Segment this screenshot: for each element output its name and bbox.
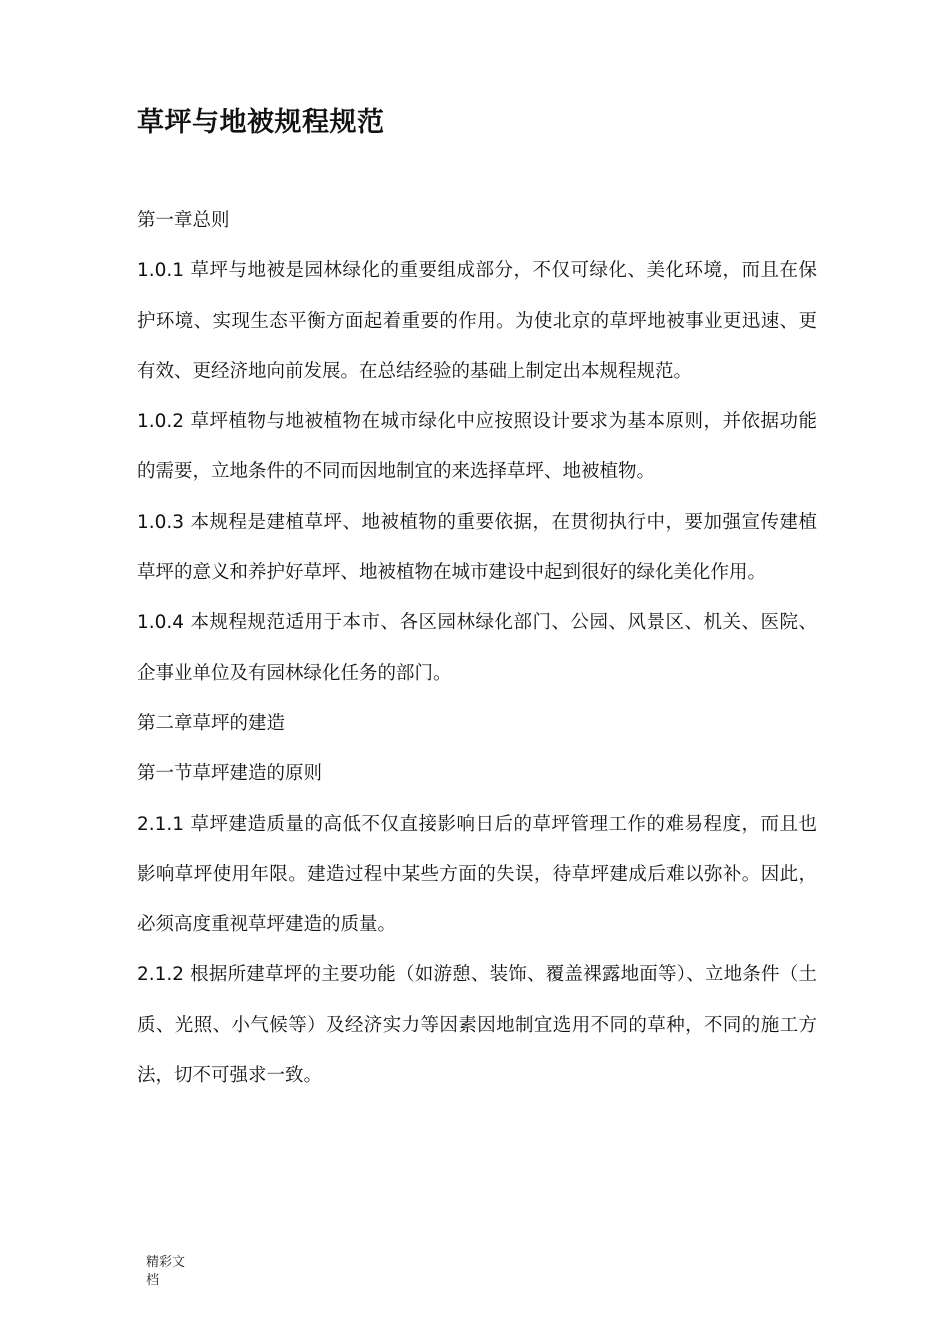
document-body (137, 196, 817, 1101)
section-heading-1: 第一节草坪建造的原则 (137, 763, 323, 785)
paragraph-2-1-2: 2.1.2 根据所建草坪的主要功能（如游憩、装饰、覆盖裸露地面等）、立地条件（土质、光照、小气候等）及经济实力等因素因地制宜选用不同的草种，不同的施工方法，切不可强求一致。 (137, 964, 817, 1087)
paragraph-1-0-2: 1.0.2 草坪植物与地被植物在城市绿化中应按照设计要求为基本原则，并依据功能的需要，立地条件的不同而因地制宜的来选择草坪、地被植物。 (137, 411, 817, 483)
paragraph-1-0-3: 1.0.3 本规程是建植草坪、地被植物的重要依据，在贯彻执行中，要加强宣传建植草坪的意义和养护好草坪、地被植物在城市建设中起到很好的绿化美化作用。 (137, 511, 817, 584)
footer-watermark-text: 精彩文档 (146, 1255, 186, 1288)
paragraph-1-0-1: 1.0.1 草坪与地被是园林绿化的重要组成部分，不仅可绿化、美化环境，而且在保护环境、实现生态平衡方面起着重要的作用。为使北京的草坪地被事业更迅速、更有效、更经济地向前发展。在总结经验的基础上制定出本规程规范。 (137, 260, 817, 382)
chapter-heading-2: 第二章草坪的建造 (137, 712, 286, 734)
paragraph-2-1-1: 2.1.1 草坪建造质量的高低不仅直接影响日后的草坪管理工作的难易程度，而且也影响草坪使用年限。建造过程中某些方面的失误，待草坪建成后难以弥补。因此，必须高度重视草坪建造的质量。 (137, 813, 817, 936)
paragraph-1-0-4: 1.0.4 本规程规范适用于本市、各区园林绿化部门、公园、风景区、机关、医院、企事业单位及有园林绿化任务的部门。 (137, 612, 817, 684)
document-title: 草坪与地被规程规范 (137, 107, 385, 138)
chapter-heading-1: 第一章总则 (137, 210, 230, 231)
